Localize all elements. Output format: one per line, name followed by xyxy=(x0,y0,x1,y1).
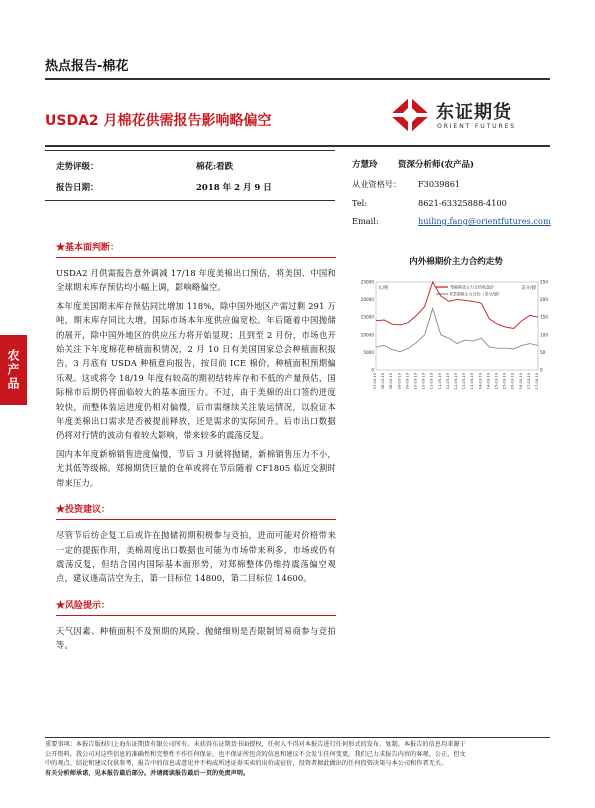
y-right-tick-label: 50 xyxy=(540,349,546,355)
paragraph: USDA2 月供需报告意外调减 17/18 年度美棉出口预估，将美国、中国和全球期末库存预估均小幅上调，影响略偏空。 xyxy=(56,268,336,293)
rating-value: 棉花:看跌 xyxy=(196,162,234,172)
x-tick-label: 17-03-19 xyxy=(526,373,531,390)
analyst-title: 资深分析师(农产品) xyxy=(398,160,475,170)
rating-label: 走势评级： xyxy=(56,162,99,172)
price-chart xyxy=(352,270,560,400)
x-tick-label: 13-09-19 xyxy=(470,373,475,390)
report-title: USDA2 月棉花供需报告影响略偏空 xyxy=(45,113,272,129)
y-left-axis-label: 元/吨 xyxy=(378,286,389,291)
brand-name-en: ORIENT FUTURES xyxy=(437,123,517,130)
header-divider xyxy=(45,78,550,80)
y-left-tick-label: 0 xyxy=(371,367,374,373)
meta-divider-bottom xyxy=(45,200,335,201)
brand-name-cn: 东证期货 xyxy=(436,102,512,123)
date-value: 2018 年 2 月 9 日 xyxy=(196,183,272,193)
y-left-tick-label: 15000 xyxy=(360,314,374,320)
date-label: 报告日期： xyxy=(56,183,99,193)
x-tick-label: 08-03-19 xyxy=(381,373,386,390)
orient-futures-logo-icon xyxy=(388,95,432,135)
x-tick-label: 10-09-19 xyxy=(421,373,426,390)
x-tick-label: 11-09-19 xyxy=(437,373,442,390)
y-right-tick-label: 200 xyxy=(540,297,548,303)
sector-sidebar-tab: 农产品 xyxy=(0,335,27,405)
x-tick-label: 15-03-19 xyxy=(494,373,499,390)
x-tick-label: 17-09-19 xyxy=(535,373,539,390)
x-tick-label: 08-09-19 xyxy=(389,373,394,390)
x-tick-label: 10-03-19 xyxy=(413,373,418,390)
x-tick-label: 16-09-19 xyxy=(518,373,523,390)
x-tick-label: 13-03-19 xyxy=(462,373,467,390)
footer-divider xyxy=(45,737,550,738)
cert-value: F3039861 xyxy=(418,179,461,189)
footer-line: 公开资料，我公司对这些信息的准确性和完整性不作任何保证，也不保证所包含的信息和建议不会发生任何变更。我们已力求报告内容的客观、公正，但文 xyxy=(45,750,466,758)
y-right-axis-label: 美分/磅 xyxy=(520,286,536,291)
tel-value: 8621-63325888-4100 xyxy=(418,198,507,208)
section-divider xyxy=(56,615,336,616)
analyst-name: 方慧玲 xyxy=(352,160,378,170)
y-right-tick-label: 100 xyxy=(540,332,548,338)
footer-line: 中的观点、结论和建议仅供参考，报告中的信息或意见并不构成所述证券买卖的出价或征价，投资者据此做出的任何投资决策与本公司和作者无关。 xyxy=(45,760,448,767)
paragraph: 本年度美国期末库存预估同比增加 118%，除中国外地区产需过剩 291 万吨，期末库存同比大增，国际市场本年度供应偏宽松。年后随着中国抛储的展开，除中国外地区的供应压力将开始显现；且到至 2 月份，市场也开始关注下年度棉花种植面积情况，2 月 10 日有美国国家总会种植面积报告，3 月底有 USDA 种植意向报告，按目前 ICE 棉价，种植面积预期偏乐观。这或将令 18/19 年度有较高的期初结转库存和不低的产量预估，国际棉市后期仍将面临较大的基本面压力。不过，由于美棉的出口签约进度较快，而整体装运进度仍相对偏慢，后市需继续关注装运情况，以验证本年度美棉出口需求是否被提前释放，还是需求的实际回升。后市出口数据仍将对行情的波动有着较大影响，带来较多的震荡反复。 xyxy=(56,300,336,441)
email-label: Email: xyxy=(352,216,379,226)
y-right-tick-label: 0 xyxy=(540,367,543,373)
section-divider xyxy=(56,519,336,520)
cert-label: 从业资格号： xyxy=(352,179,402,189)
footer-line: 重要事项：本报告版权归上海东证期货有限公司所有。未获得东证期货书面授权，任何人不得对本报告进行任何形式的发布、复制。本报告的信息均来源于 xyxy=(45,741,466,748)
section-title-risk: ★风险提示： xyxy=(56,600,111,611)
footer-line: 有关分析师承诺，见本报告最后部分。并请阅读报告最后一页的免责声明。 xyxy=(45,769,250,777)
x-tick-label: 09-09-19 xyxy=(405,373,410,390)
y-right-tick-label: 250 xyxy=(540,279,548,285)
y-left-tick-label: 5000 xyxy=(363,349,374,355)
x-tick-label: 16-03-19 xyxy=(510,373,515,390)
body-column xyxy=(56,240,336,653)
y-left-tick-label: 10000 xyxy=(360,332,374,338)
paragraph: 尽管节后纺企复工后或许在抛储初期积极参与竞拍，进而可能对价格带来一定的提振作用，美棉周度出口数据也可能为市场带来利多，市场或仍有震荡反复，但结合国内国际基本面形势，对郑棉整体仍维持震荡偏空观点，建议逢高沽空为主，第一目标位 14800，第二目标位 14600。 xyxy=(56,530,336,584)
y-right-tick-label: 150 xyxy=(540,314,548,320)
section-title-investment-advice: ★投资建议： xyxy=(56,505,111,516)
section-divider xyxy=(56,257,336,258)
meta-divider-top xyxy=(45,150,335,151)
email-link[interactable]: huiling.fang@orientfutures.com xyxy=(418,216,551,226)
y-left-tick-label: 25000 xyxy=(360,279,374,285)
x-tick-label: 11-03-19 xyxy=(429,373,434,390)
x-tick-label: 09-03-19 xyxy=(397,373,402,390)
tel-label: Tel: xyxy=(352,198,368,208)
series-line xyxy=(376,308,538,351)
x-tick-label: 07-09-19 xyxy=(373,373,377,390)
x-tick-label: 12-09-19 xyxy=(454,373,458,390)
legend-label: 郑棉期货主力合约收盘价 xyxy=(450,284,494,290)
x-tick-label: 14-09-19 xyxy=(486,373,491,390)
chart-caption: 内外棉期价主力合约走势 xyxy=(409,257,503,267)
title-divider xyxy=(45,145,550,147)
footer-disclaimer xyxy=(45,740,555,778)
x-tick-label: 14-03-19 xyxy=(478,373,483,390)
x-tick-label: 12-03-19 xyxy=(445,373,450,390)
price-chart-svg xyxy=(352,270,560,400)
section-title-fundamentals: ★基本面判断： xyxy=(56,243,120,253)
report-category: 热点报告-棉花 xyxy=(45,59,129,74)
legend-label: ICE期棉主力合约（美分/磅） xyxy=(450,291,502,297)
x-tick-label: 15-09-19 xyxy=(502,373,507,390)
y-left-tick-label: 20000 xyxy=(360,297,374,303)
paragraph: 国内本年度新棉销售进度偏慢，节后 3 月就将抛储，新棉销售压力不小，尤其低等级棉。郑棉期货巨量的仓单或将在节后随着 CF1805 临近交割时带来压力。 xyxy=(56,448,336,488)
paragraph: 天气因素、种植面积不及预期的风险、抛储细则是否限制贸易商参与竞拍等。 xyxy=(56,625,336,651)
